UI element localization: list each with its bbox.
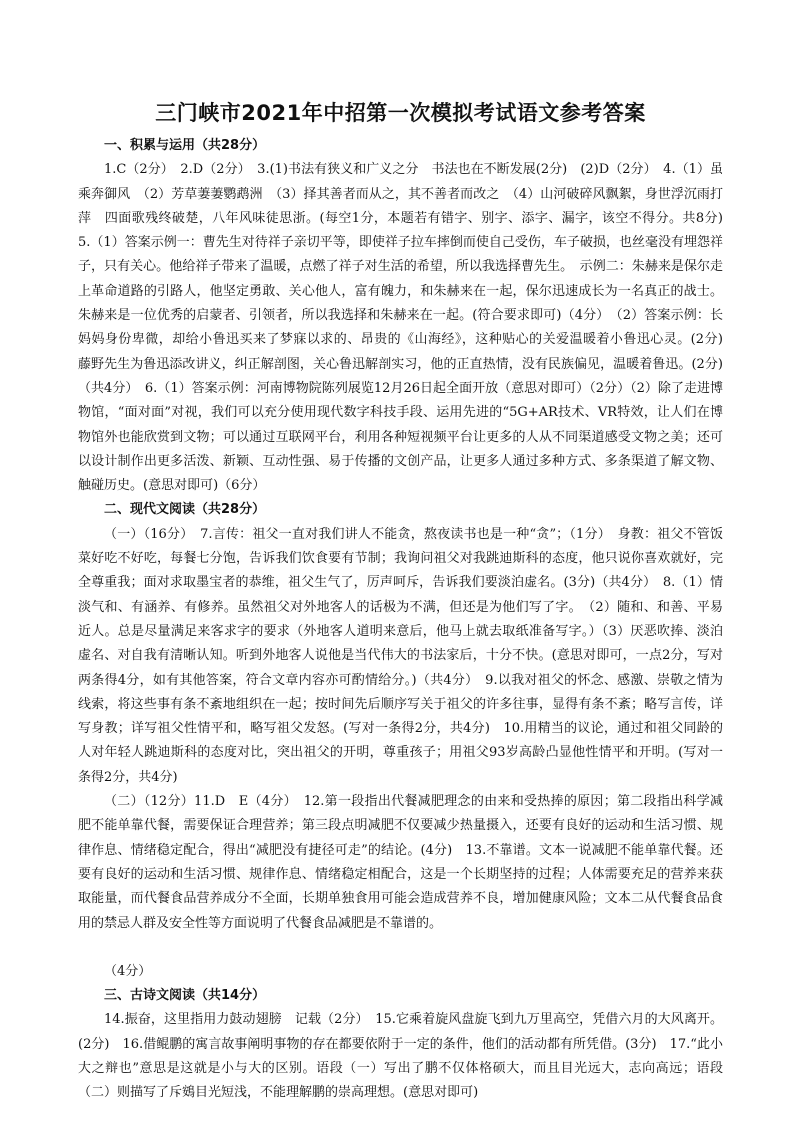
section-heading: 三、古诗文阅读（共14分） bbox=[104, 988, 266, 1004]
section-heading: 一、积累与运用（共28分） bbox=[104, 138, 266, 153]
score-note: （4分） bbox=[104, 963, 152, 979]
section-paragraph: （一）（16分） 7.言传：祖父一直对我们讲人不能贪，熬夜读书也是一种“贪”；（1分） 身教：祖父不管饭菜好吃不好吃，每餐七分饱，告诉我们饮食要有节制；我询问祖父对我跳迪斯科的态度，他只说你喜欢就好，完全尊重我；面对求取墨宝者的恭维，祖父生气了，厉声呵斥，告诉我们要淡泊虚名。(3分)（共4分） 8.（1）情淡气和、有涵养、有修养。虽然祖父对外地客人的话极为不满，但还是为他们写了字。 （2）随和、和善、平易近人。总是尽量满足来客求字的要求（外地客人道明来意后，他马上就去取纸准备写字。）（3）厌恶吹捧、淡泊虚名、对自我有清晰认知。听到外地客人说他是当代伟大的书法家后，十分不快。(意思对即可，一点2分，写对两条得4分，如有其他答案，符合文章内容亦可酌情给分。)（共4分） 9.以我对祖父的怀念、感激、崇敬之情为线索，将这些事有条不紊地组织在一起；按时间先后顺序写关于祖父的许多往事，显得有条不紊；略写言传，详写身教；详写祖父性情平和，略写祖父发怒。(写对一条得2分，共4分) 10.用精当的议论，通过和祖父同龄的人对年轻人跳迪斯科的态度对比，突出祖父的开明，尊重孩子；用祖父93岁高龄凸显他性情平和开明。(写对一条得2分，共4分) bbox=[78, 526, 723, 785]
answer-document bbox=[78, 96, 737, 1106]
section-paragraph: （二）（12分）11.D E（4分） 12.第一段指出代餐减肥理念的由来和受热捧的原因；第二段指出科学减肥不能单靠代餐，需要保证合理营养；第三段点明减肥不仅要减少热量摄入，还要有良好的运动和生活习惯、规律作息、情绪稳定配合，得出“减肥没有捷径可走”的结论。(4分) 13.不靠谱。文本一说减肥不能单靠代餐。还要有良好的运动和生活习惯、规律作息、情绪稳定相配合，这是一个长期坚持的过程；人体需要充足的营养来获取能量，而代餐食品营养成分不全面，长期单独食用可能会造成营养不良，增加健康风险；文本二从代餐食品食用的禁忌人群及安全性等方面说明了代餐食品减肥是不靠谱的。 bbox=[78, 794, 723, 931]
section-1 bbox=[78, 134, 737, 498]
document-title: 三门峡市2021年中招第一次模拟考试语文参考答案 bbox=[155, 101, 646, 125]
section-3 bbox=[78, 984, 723, 1105]
section-heading: 二、现代文阅读（共28分） bbox=[104, 502, 266, 518]
blank-line bbox=[78, 936, 723, 960]
section-paragraph: 14.振奋，这里指用力鼓动翅膀 记载（2分） 15.它乘着旋风盘旋飞到九万里高空，凭借六月的大风离开。(2分) 16.借鲲鹏的寓言故事阐明事物的存在都要依附于一定的条件，他们的活动都有所凭借。(3分) 17.“此小大之辩也”意思是这就是小与大的区别。语段（一）写出了鹏不仅体格硕大，而且目光远大，志向高远；语段（二）则描写了斥鴳目光短浅，不能理解鹏的崇高理想。(意思对即可) bbox=[78, 1012, 723, 1101]
section-paragraph: 1.C（2分） 2.D（2分） 3.(1)书法有狭义和广义之分 书法也在不断发展(2分) (2)D（2分） 4.（1）虽乘奔御风 （2）芳草萋萋鹦鹉洲 （3）择其善者而从之，其不善者而改之 （4）山河破碎风飘絮，身世浮沉雨打萍 四面歌残终破楚，八年风味徒思浙。(每空1分，本题若有错字、别字、添字、漏字，该空不得分。共8分) 5.（1）答案示例一：曹先生对待祥子亲切平等，即使祥子拉车摔倒而使自己受伤，车子破损，也丝毫没有埋怨祥子，只有关心。他给祥子带来了温暖，点燃了祥子对生活的希望，所以我选择曹先生。 示例二：朱赫来是保尔走上革命道路的引路人，他坚定勇敢、关心他人，富有魄力，和朱赫来在一起，保尔迅速成长为一名真正的战士。朱赫来是一位优秀的启蒙者、引领者，所以我选择和朱赫来在一起。(符合要求即可)（4分） （2）答案示例：长妈妈身份卑微，却给小鲁迅买来了梦寐以求的、昂贵的《山海经》，这种贴心的关爱温暖着小鲁迅心灵。(2分) 藤野先生为鲁迅添改讲义，纠正解剖图，关心鲁迅解剖实习，他的正直热情，没有民族偏见，温暖着鲁迅。(2分)（共4分） 6.（1）答案示例：河南博物院陈列展览12月26日起全面开放（意思对即可）（2分）（2）除了走进博物馆，“面对面”对视，我们可以充分使用现代数字科技手段、运用先进的“5G+AR技术、VR特效，让人们在博物馆外也能欣赏到文物；可以通过互联网平台，利用各种短视频平台让更多的人从不同渠道感受文物之美；还可以设计制作出更多活泼、新颖、互动性强、易于传播的文创产品，让更多人通过多种方式、多条渠道了解文物、触碰历史。(意思对即可)（6分） bbox=[78, 162, 737, 494]
section-2 bbox=[78, 498, 723, 984]
